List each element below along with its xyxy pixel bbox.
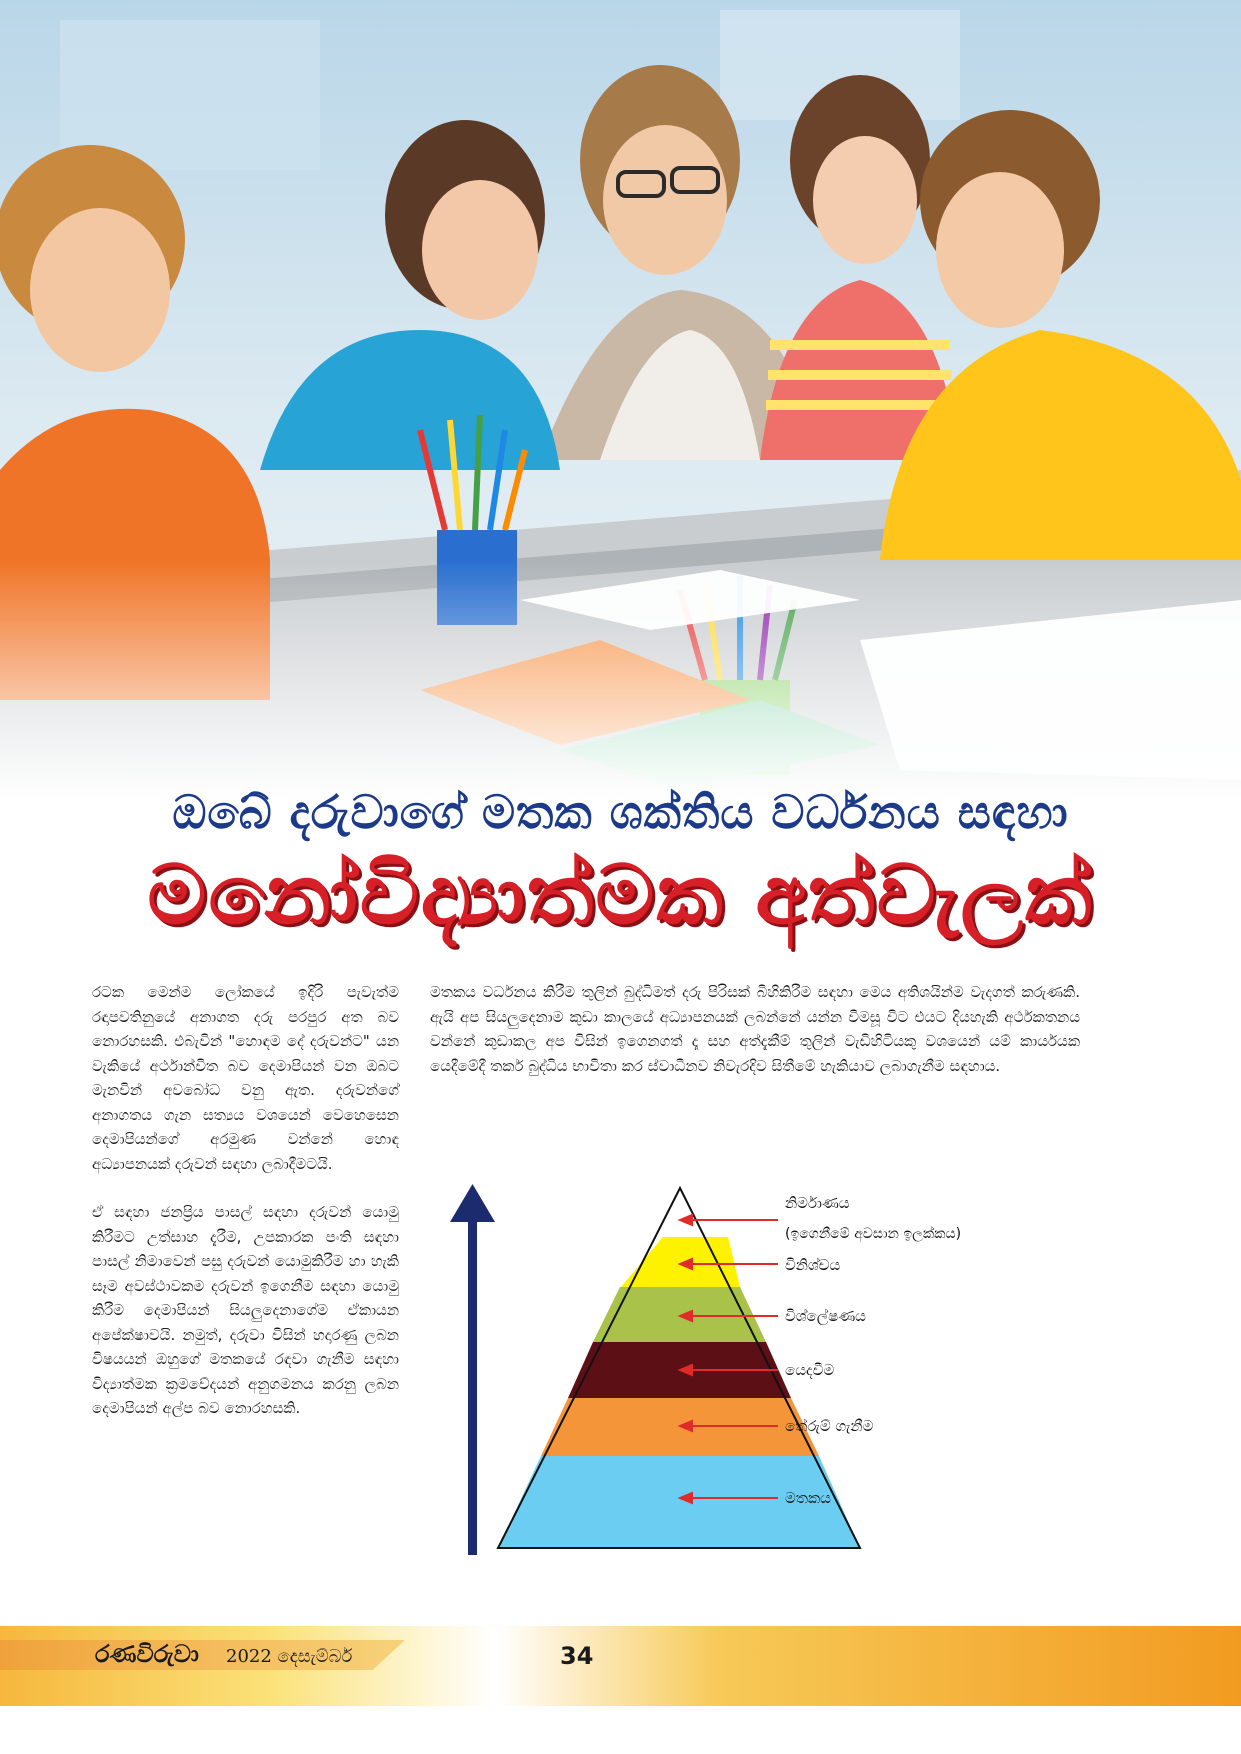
pyramid-sublabel: (ඉගෙනීමේ අවසාන ඉලක්කය) [785, 1226, 962, 1242]
headline-title: මනෝවිද්‍යාත්මක අත්වැලක් [147, 848, 1094, 943]
page-footer [0, 1626, 1241, 1706]
pyramid-level-3 [593, 1287, 766, 1342]
article-paragraph: ඒ සඳහා ජනප්‍රිය පාසල් සඳහා දරුවන් යොමු කිරීමට උත්සාහ දැරීම, උපකාරක පංති සඳහා පාසල් නිමාවෙන් පසු දරුවන් යොමුකිරීම හා හැකි සෑම අවස්ථාවකම දරුවන් ඉගෙනීම සඳහා යොමු කිරීම දෙමාපියන් සියලුදෙනාගේම ඒකායන අපේක්ෂාවයි. නමුත්, දරුවා විසින් හදාරණු ලබන විෂයයන් ඔහුගේ මතකයේ රඳවා ගැනීම සඳහා විද්‍යාත්මක ක්‍රමවේදයන් අනුගමනය කරනු ලබන දෙමාපියන් අල්ප බව නොරහසකි. [92, 1203, 399, 1417]
pyramid-svg [440, 1180, 1110, 1560]
pyramid-label: නිර්මාණය [785, 1194, 850, 1212]
article-paragraph: රටක මෙන්ම ලෝකයේ ඉදිරි පැවැත්ම රඳාපවතිනුයේ අනාගත දරු පරපුර අත බව නොරහසකි. එබැවින් "හොඳම දේ දරුවන්ට" යන වැකියේ අර්ථාන්විත බව දෙමාපියන් වන ඔබට මැනවින් අවබෝධ වනු ඇත. දරුවන්ගේ අනාගතය ගැන සත්‍යය වශයෙන් වෙහෙසෙන දෙමාපියන්ගේ අරමුණ වන්නේ හොඳ අධ්‍යාපනයක් දරුවන් සඳහා ලබාදීමටයි. [92, 983, 399, 1173]
issue-date: 2022 දෙසැම්බර් [226, 1646, 353, 1667]
article-paragraph: මතකය වර්ධනය කිරීම තුලින් බුද්ධිමත් දරු පිරිසක් බිහිකිරීම සඳහා මෙය අතිශයින්ම වැදගත් කරුණකි. ඇයි අප සියලුදෙනාම කුඩා කාලයේ අධ්‍යාපනයක් ලබන්නේ යන්න විමසූ විට එයට දියහැකි අර්ථකතනය වන්නේ කුඩාකල අප විසින් ඉගෙනගත් දෑ සහ අත්දැකීම් තුලින් වැඩිහිටියකු වශයෙන් යම් කාර්යයක යෙදීමේදී තර්ක බුද්ධිය භාවිතා කර ස්වාධීනව නිවැරදිව සිතීමේ හැකියාව ලබාගැනීම සඳහාය. [430, 983, 1080, 1075]
up-arrow-icon [450, 1184, 495, 1555]
pyramid-label: තේරුම් ගැනීම [785, 1417, 874, 1435]
article-right-column [430, 980, 1080, 1102]
learning-pyramid-diagram [440, 1180, 1110, 1560]
pyramid-level-2 [620, 1237, 740, 1287]
page-number: 34 [560, 1642, 594, 1670]
pyramid-label: විශ්ලේෂණය [785, 1307, 866, 1325]
pyramid-label: විනිශ්චය [785, 1256, 841, 1274]
article-left-column [92, 980, 399, 1445]
classroom-illustration [0, 0, 1241, 800]
magazine-brand: රණවිරුවා [95, 1640, 199, 1668]
pyramid-label: මතකය [785, 1489, 831, 1507]
hero-illustration [0, 0, 1241, 800]
headline-subtitle: ඔබේ දරුවාගේ මතක ශක්තිය වර්ධනය සඳහා [172, 785, 1069, 839]
pyramid-label: යෙදවීම [785, 1361, 835, 1379]
